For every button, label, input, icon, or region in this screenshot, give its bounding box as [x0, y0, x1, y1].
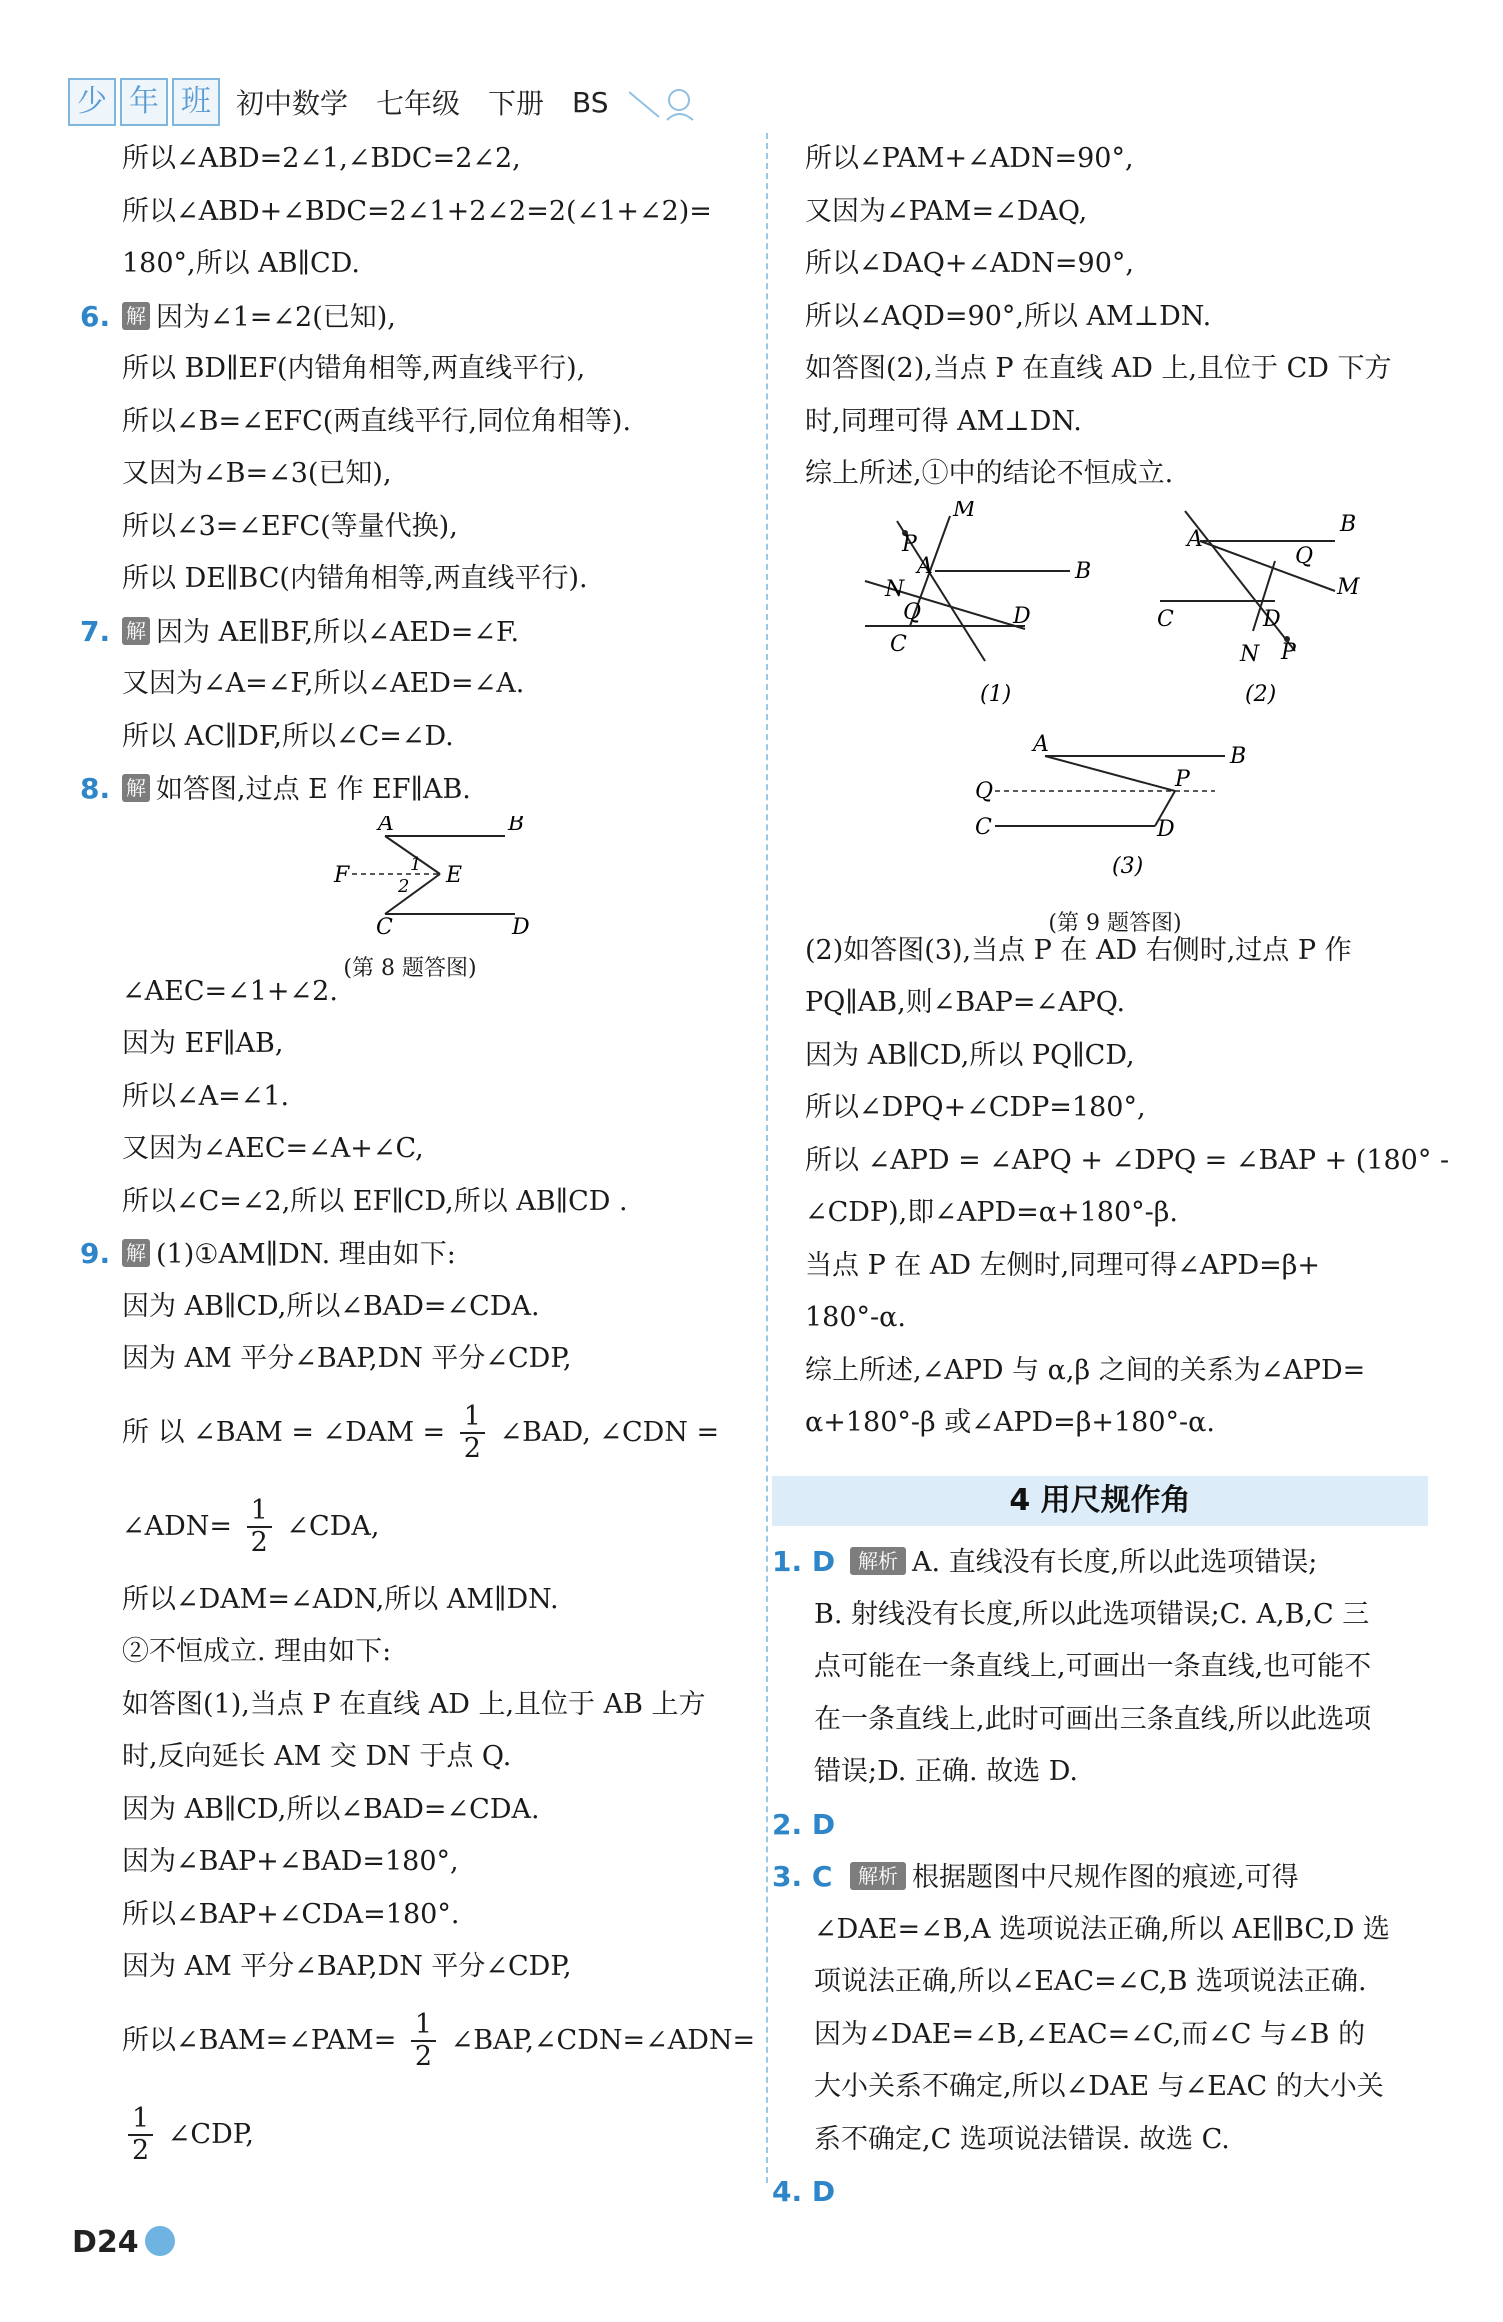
- svg-text:F: F: [334, 862, 350, 888]
- question-number: 1. D: [772, 1545, 836, 1578]
- text-line: 如答图(2),当点 P 在直线 AD 上,且位于 CD 下方: [805, 353, 1392, 384]
- text-segment: ∠BAD, ∠CDN =: [499, 1416, 720, 1448]
- text-line: 系不确定,C 选项说法错误. 故选 C.: [814, 2123, 1230, 2155]
- text-line: 项说法正确,所以∠EAC=∠C,B 选项说法正确.: [814, 1966, 1367, 1997]
- fraction-numerator: 1: [247, 1496, 272, 1528]
- fraction: [128, 2104, 153, 2166]
- page-number: [72, 2225, 175, 2260]
- svg-text:D: D: [1157, 816, 1175, 842]
- book-title: 初中数学: [236, 87, 349, 120]
- text-line: 所以 DE∥BC(内错角相等,两直线平行).: [122, 563, 588, 594]
- figure-q9: [805, 500, 1425, 936]
- text-line: 又因为∠A=∠F,所以∠AED=∠A.: [122, 668, 525, 699]
- text-line: (2)如答图(3),当点 P 在 AD 右侧时,过点 P 作: [805, 934, 1352, 966]
- text-line: 所以∠AQD=90°,所以 AM⊥DN.: [805, 300, 1212, 332]
- svg-text:C: C: [890, 631, 907, 657]
- text-line: 因为 AB∥CD,所以∠BAD=∠CDA.: [122, 1290, 540, 1322]
- text-segment: 所 以 ∠BAM = ∠DAM =: [122, 1416, 446, 1448]
- svg-text:C: C: [1157, 606, 1174, 632]
- volume: 下册: [488, 87, 545, 120]
- text-line: [80, 1994, 756, 2088]
- logo-char: 班: [172, 78, 220, 126]
- answer-1: [772, 1536, 1432, 1589]
- text-line: 又因为∠AEC=∠A+∠C,: [122, 1133, 424, 1164]
- column-divider: [766, 133, 768, 2183]
- globe-icon: [145, 2226, 175, 2256]
- fraction: [247, 1496, 272, 1558]
- fraction-denominator: 2: [463, 1433, 481, 1464]
- question-number: 8.: [80, 772, 111, 805]
- question-7: [80, 606, 740, 659]
- fraction-denominator: 2: [132, 2135, 150, 2166]
- geometry-figure-8: [80, 816, 740, 936]
- pencil-icon: [629, 82, 709, 122]
- question-6: [80, 291, 740, 344]
- text-line: 因为 EF∥AB,: [122, 1028, 284, 1059]
- text-line: 综上所述,①中的结论不恒成立.: [805, 458, 1174, 489]
- text-segment: ∠CDA,: [286, 1510, 380, 1542]
- text-line: B. 射线没有长度,所以此选项错误;C. A,B,C 三: [814, 1598, 1370, 1630]
- text-line: ∠DAE=∠B,A 选项说法正确,所以 AE∥BC,D 选: [814, 1913, 1390, 1945]
- question-8: [80, 763, 740, 816]
- analysis-tag: 解析: [850, 1547, 906, 1575]
- svg-text:M: M: [1337, 574, 1360, 600]
- text-line: 错误;D. 正确. 故选 D.: [814, 1756, 1078, 1787]
- text-line: 又因为∠B=∠3(已知),: [122, 458, 392, 489]
- answer-2: [772, 1799, 1432, 1852]
- fraction-numerator: 1: [128, 2104, 153, 2136]
- svg-text:D: D: [512, 914, 530, 936]
- question-number: 7.: [80, 614, 111, 648]
- page-header: [68, 72, 709, 132]
- answer-tag: 解: [122, 1239, 150, 1267]
- answer-tag: 解: [122, 617, 150, 645]
- svg-text:C: C: [376, 914, 393, 936]
- text-line: α+180°-β 或∠APD=β+180°-α.: [805, 1407, 1215, 1438]
- text-line: 所以∠A=∠1.: [122, 1080, 290, 1112]
- figure-caption: (第 8 题答图): [343, 956, 477, 981]
- figure-9-2: [1157, 511, 1360, 667]
- text-line: 所以∠BAP+∠CDA=180°.: [122, 1898, 460, 1930]
- text-line: 因为 AE∥BF,所以∠AED=∠F.: [156, 616, 520, 648]
- svg-text:N: N: [1240, 641, 1260, 667]
- fraction-numerator: 1: [460, 1402, 485, 1434]
- analysis-tag: 解析: [850, 1862, 906, 1890]
- left-column: [80, 133, 756, 2182]
- svg-text:1: 1: [410, 853, 422, 875]
- text-line: 所以∠ABD+∠BDC=2∠1+2∠2=2(∠1+∠2)=: [122, 195, 712, 227]
- text-line: 根据题图中尺规作图的痕迹,可得: [912, 1862, 1299, 1893]
- fraction-denominator: 2: [250, 1527, 268, 1558]
- text-line: 因为∠1=∠2(已知),: [156, 301, 396, 333]
- text-line: PQ∥AB,则∠BAP=∠APQ.: [805, 987, 1126, 1018]
- text-line: 因为∠DAE=∠B,∠EAC=∠C,而∠C 与∠B 的: [814, 2018, 1366, 2050]
- text-line: 如答图(1),当点 P 在直线 AD 上,且位于 AB 上方: [122, 1688, 706, 1720]
- figure-9-1: [865, 501, 1091, 661]
- text-line: 180°,所以 AB∥CD.: [122, 248, 360, 279]
- question-number: 9.: [80, 1237, 111, 1270]
- text-line: [80, 2088, 740, 2182]
- text-line: 当点 P 在 AD 左侧时,同理可得∠APD=β+: [805, 1249, 1321, 1281]
- svg-text:N: N: [885, 576, 905, 602]
- text-line: 所以∠C=∠2,所以 EF∥CD,所以 AB∥CD .: [122, 1185, 628, 1217]
- text-line: ②不恒成立. 理由如下:: [122, 1636, 392, 1667]
- fraction: [411, 2010, 436, 2072]
- text-segment: ∠CDP,: [167, 2118, 254, 2150]
- svg-text:M: M: [953, 500, 976, 522]
- text-line: 因为 AM 平分∠BAP,DN 平分∠CDP,: [122, 1343, 572, 1374]
- figure-label: (2): [1245, 681, 1277, 707]
- text-line: [80, 1386, 740, 1480]
- geometry-figure-9: [805, 501, 1425, 891]
- text-line: 因为 AB∥CD,所以 PQ∥CD,: [805, 1039, 1135, 1071]
- question-number: 2. D: [772, 1807, 836, 1841]
- text-line: 点可能在一条直线上,可画出一条直线,也可能不: [814, 1651, 1372, 1682]
- text-line: (1)①AM∥DN. 理由如下:: [156, 1239, 456, 1270]
- figure-q8: [80, 815, 740, 981]
- svg-text:D: D: [1263, 606, 1281, 632]
- text-line: 综上所述,∠APD 与 α,β 之间的关系为∠APD=: [805, 1354, 1366, 1386]
- question-number: 3. C: [772, 1860, 833, 1893]
- answer-3: [772, 1851, 1432, 1904]
- text-line: 因为 AM 平分∠BAP,DN 平分∠CDP,: [122, 1951, 572, 1982]
- svg-text:2: 2: [398, 875, 410, 897]
- text-line: 所以∠DPQ+∠CDP=180°,: [805, 1092, 1146, 1123]
- text-line: 所以∠3=∠EFC(等量代换),: [122, 510, 458, 542]
- answer-4: [772, 2166, 1432, 2219]
- text-line: 大小关系不确定,所以∠DAE 与∠EAC 的大小关: [814, 2071, 1384, 2102]
- svg-text:P: P: [902, 531, 917, 557]
- text-line: [80, 1480, 740, 1574]
- text-segment: 所以∠BAM=∠PAM=: [122, 2024, 397, 2056]
- text-line: 在一条直线上,此时可画出三条直线,所以此选项: [814, 1703, 1372, 1735]
- text-line: 180°-α.: [805, 1302, 906, 1333]
- svg-text:C: C: [975, 814, 992, 840]
- figure-label: (3): [1112, 853, 1144, 879]
- answer-tag: 解: [122, 302, 150, 330]
- text-line: 因为∠BAP+∠BAD=180°,: [122, 1846, 459, 1877]
- svg-text:Q: Q: [903, 599, 922, 625]
- svg-text:P: P: [1281, 639, 1296, 665]
- text-line: ∠AEC=∠1+∠2.: [122, 975, 338, 1007]
- edition: BS: [572, 85, 609, 119]
- figure-caption: (第 9 题答图): [1048, 911, 1182, 936]
- section-answers: [772, 1536, 1432, 2219]
- question-number: 6.: [80, 299, 111, 333]
- svg-text:B: B: [1340, 511, 1357, 537]
- fraction-denominator: 2: [414, 2041, 433, 2072]
- text-line: 所以∠DAM=∠ADN,所以 AM∥DN.: [122, 1583, 559, 1615]
- text-line: 所以 AC∥DF,所以∠C=∠D.: [122, 720, 454, 752]
- logo-char: 年: [120, 78, 168, 126]
- text-line: A. 直线没有长度,所以此选项错误;: [912, 1547, 1318, 1578]
- text-segment: ∠BAP,∠CDN=∠ADN=: [450, 2024, 756, 2056]
- right-column: [805, 133, 1450, 1450]
- svg-text:P: P: [1175, 766, 1190, 792]
- svg-text:Q: Q: [1295, 543, 1314, 569]
- text-line: 所以 ∠APD = ∠APQ + ∠DPQ = ∠BAP + (180° -: [805, 1144, 1450, 1176]
- text-line: 所以∠B=∠EFC(两直线平行,同位角相等).: [122, 405, 632, 437]
- text-line: ∠CDP),即∠APD=α+180°-β.: [805, 1197, 1178, 1228]
- svg-text:B: B: [1230, 743, 1247, 769]
- text-line: 又因为∠PAM=∠DAQ,: [805, 195, 1088, 227]
- svg-text:A: A: [1033, 731, 1049, 757]
- svg-text:B: B: [1075, 558, 1092, 584]
- question-9: [80, 1228, 740, 1281]
- text-segment: ∠ADN=: [122, 1510, 233, 1542]
- svg-text:Q: Q: [975, 778, 994, 804]
- figure-label: (1): [980, 681, 1012, 707]
- text-line: 所以 BD∥EF(内错角相等,两直线平行),: [122, 353, 586, 384]
- grade: 七年级: [376, 87, 461, 120]
- answer-tag: 解: [122, 774, 150, 802]
- svg-text:D: D: [1013, 603, 1031, 629]
- svg-text:B: B: [508, 815, 525, 836]
- svg-text:A: A: [1187, 526, 1203, 552]
- fraction-numerator: 1: [411, 2010, 436, 2042]
- svg-text:A: A: [917, 553, 933, 579]
- figure-9-3: [975, 732, 1246, 842]
- svg-text:E: E: [446, 862, 463, 888]
- text-line: 时,反向延长 AM 交 DN 于点 Q.: [122, 1741, 512, 1772]
- text-line: 时,同理可得 AM⊥DN.: [805, 405, 1082, 437]
- fraction: [460, 1402, 485, 1464]
- text-line: 所以∠PAM+∠ADN=90°,: [805, 143, 1134, 174]
- section-title: 4 用尺规作角: [772, 1476, 1428, 1526]
- text-line: 如答图,过点 E 作 EF∥AB.: [156, 774, 471, 805]
- page-number-text: D24: [72, 2225, 139, 2260]
- logo-char: 少: [68, 78, 116, 126]
- text-line: 因为 AB∥CD,所以∠BAD=∠CDA.: [122, 1793, 540, 1825]
- text-line: 所以∠ABD=2∠1,∠BDC=2∠2,: [122, 143, 521, 174]
- text-line: 所以∠DAQ+∠ADN=90°,: [805, 248, 1134, 279]
- question-number: 4. D: [772, 2175, 836, 2208]
- svg-text:A: A: [378, 815, 394, 836]
